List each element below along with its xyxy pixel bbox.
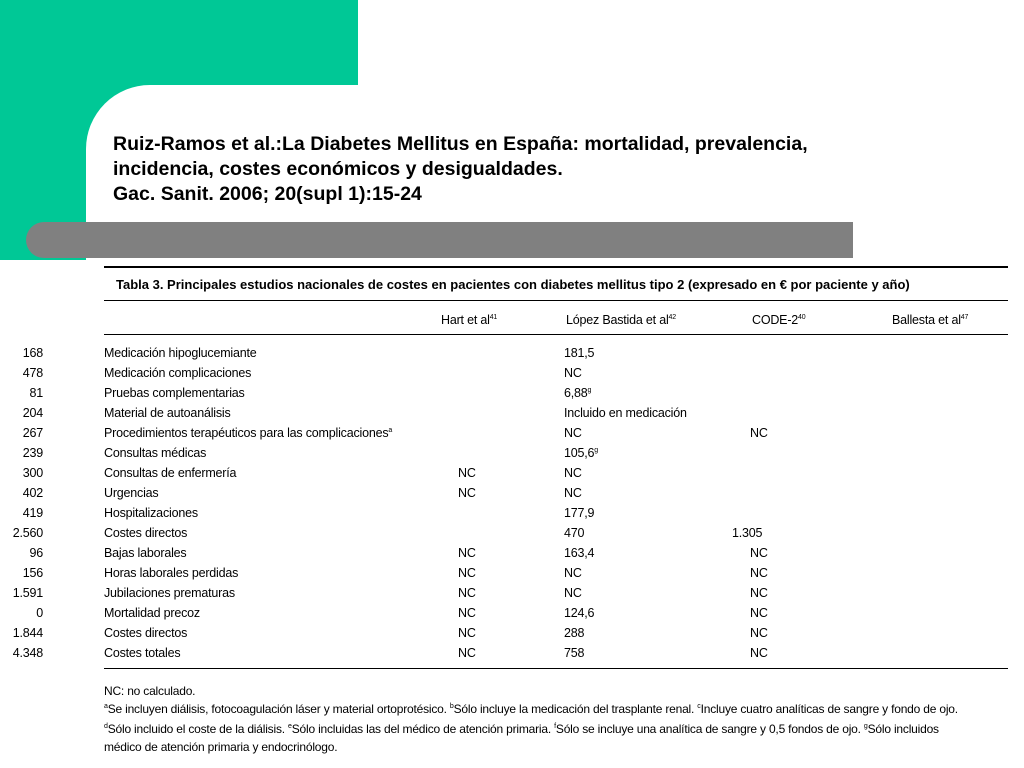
row-label: Bajas laborales [104, 546, 187, 560]
footnote-line: médico de atención primaria y endocrinólogo. [104, 740, 338, 754]
table-cell: 168 [22, 346, 43, 360]
table-cell: 239 [22, 446, 43, 460]
table-cell: Incluido en medicación [564, 406, 687, 420]
table-cell: NC [458, 486, 476, 500]
superscript: 41 [489, 313, 498, 321]
footnote-text: Sólo incluido el coste de la diálisis. [107, 722, 289, 736]
table-title-rule [104, 300, 1008, 301]
col-head-hart: Hart et $al^{41}$ [441, 313, 498, 327]
table-cell: 156 [22, 566, 43, 580]
row-label: Medicación complicaciones [104, 366, 252, 380]
table-cell: NC [564, 466, 582, 480]
footnote-marker: d [104, 723, 108, 730]
footnote-text: Se incluyen diálisis, fotocoagulación láser y material ortoprotésico. [107, 702, 450, 716]
table-cell: NC [750, 546, 768, 560]
footnote-text: Sólo se incluye una analítica de sangre y 0,5 fondos de ojo. [555, 722, 864, 736]
table-cell: 105,6$^g$ [564, 446, 598, 460]
table-cell: NC [458, 466, 476, 480]
table-cell: 96 [29, 546, 43, 560]
table-cell: 1.591 [12, 586, 43, 600]
table-cell: 288 [564, 626, 585, 640]
superscript: g [594, 446, 598, 454]
row-label: Hospitalizaciones [104, 506, 198, 520]
footnote-line [104, 722, 939, 736]
row-label: Pruebas complementarias [104, 386, 245, 400]
superscript: 40 [798, 313, 806, 321]
col-head-code2: CODE-$2^{40}$ [752, 313, 806, 327]
table-top-rule [104, 266, 1008, 268]
table-cell: 204 [22, 406, 43, 420]
table-bottom-rule [104, 668, 1008, 669]
heading-line-1: Ruiz-Ramos et al.:La Diabetes Mellitus en España: mortalidad, prevalencia, [113, 133, 808, 155]
row-label: Jubilaciones prematuras [104, 586, 235, 600]
footnote-text: Sólo incluidas las del médico de atención primaria. [291, 722, 555, 736]
heading-line-2: incidencia, costes económicos y desigualdades. [113, 158, 563, 180]
row-label: Costes directos [104, 626, 188, 640]
row-label: Procedimientos terapéuticos para las complicaciones$^a$ [104, 426, 393, 440]
table-cell: 1.844 [12, 626, 43, 640]
footnote-text: Incluye cuatro analíticas de sangre y fondo de ojo. [700, 702, 958, 716]
table-cell: NC [458, 566, 476, 580]
row-label: Consultas de enfermería [104, 466, 237, 480]
superscript: g [587, 386, 592, 394]
table-cell: 402 [22, 486, 43, 500]
decorative-grey-bar [26, 222, 853, 258]
table-cell: NC [750, 626, 768, 640]
table-cell: 124,6 [564, 606, 595, 620]
table-cell: 1.305 [732, 526, 763, 540]
table-cell: 4.348 [12, 646, 43, 660]
footnote-nc: NC: no calculado. [104, 684, 196, 698]
table-cell: 478 [22, 366, 43, 380]
header-rule [104, 334, 1008, 335]
row-label: Medicación hipoglucemiante [104, 346, 257, 360]
table-cell: NC [750, 586, 768, 600]
footnote-line [104, 702, 958, 716]
table-cell: NC [750, 606, 768, 620]
table-cell: NC [564, 586, 582, 600]
table-cell: NC [750, 426, 768, 440]
superscript: a [388, 426, 393, 434]
table-cell: 0 [36, 606, 43, 620]
footnote-text: Sólo incluye la medicación del trasplante renal. [453, 702, 698, 716]
row-label: Horas laborales perdidas [104, 566, 239, 580]
row-label: Urgencias [104, 486, 159, 500]
table-cell: 177,9 [564, 506, 595, 520]
table-cell: 163,4 [564, 546, 595, 560]
heading-line-3: Gac. Sanit. 2006; 20(supl 1):15-24 [113, 183, 422, 205]
table-cell: 419 [22, 506, 43, 520]
superscript: 47 [960, 313, 969, 321]
col-head-ballesta: Ballesta et $al^{47}$ [892, 313, 969, 327]
table-cell: 2.560 [12, 526, 43, 540]
table-cell: NC [458, 606, 476, 620]
row-label: Costes totales [104, 646, 181, 660]
footnote-marker: b [449, 703, 454, 710]
row-label: Consultas médicas [104, 446, 207, 460]
footnote-marker: e [288, 723, 292, 730]
footnote-marker: a [104, 703, 108, 710]
table-cell: 300 [22, 466, 43, 480]
table-cell: NC [458, 586, 476, 600]
table-cell: 758 [564, 646, 585, 660]
table-cell: NC [564, 366, 582, 380]
table-cell: NC [458, 626, 476, 640]
slide-heading [113, 132, 993, 207]
table-cell: NC [564, 566, 582, 580]
row-label: Costes directos [104, 526, 188, 540]
table-cell: NC [564, 426, 582, 440]
table-cell: 6,88$^g$ [564, 386, 592, 400]
table-cell: NC [750, 566, 768, 580]
table-cell: NC [750, 646, 768, 660]
footnote-text: Sólo incluidos [867, 722, 939, 736]
table-cell: NC [564, 486, 582, 500]
table-cell: NC [458, 546, 476, 560]
row-label: Mortalidad precoz [104, 606, 200, 620]
footnote-marker: g [863, 723, 868, 730]
table-cell: 470 [564, 526, 585, 540]
table-cell: 181,5 [564, 346, 595, 360]
table-cell: 81 [29, 386, 43, 400]
superscript: 42 [668, 313, 676, 321]
row-label: Material de autoanálisis [104, 406, 231, 420]
footnote-marker: c [697, 703, 701, 710]
col-head-lopez-bastida: López Bastida et $al^{42}$ [566, 313, 676, 327]
table-cell: 267 [22, 426, 43, 440]
table-title: Tabla 3. Principales estudios nacionales de costes en pacientes con diabetes mellitus tipo 2 (expresado en € por paciente y año) [116, 277, 910, 292]
table-cell: NC [458, 646, 476, 660]
footnote-marker: f [554, 723, 556, 730]
